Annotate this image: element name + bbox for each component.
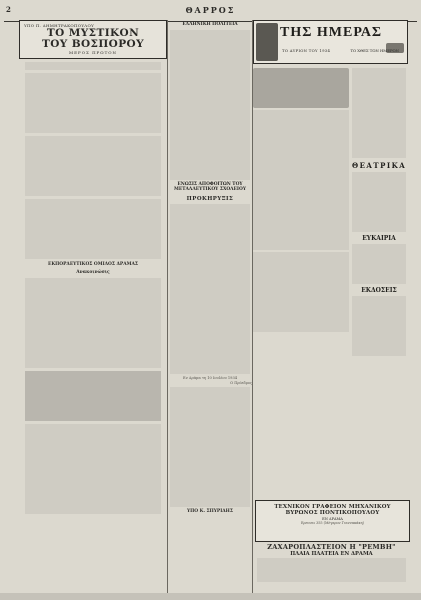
- text-block: [253, 252, 349, 332]
- tis-subtitle-left: ΤΟ ΑΥΡΙΟΝ ΤΟΥ 1934: [282, 48, 331, 53]
- column2-footer-name: ΥΠΟ Κ. ΣΠΥΡΙΔΗΣ: [187, 509, 233, 515]
- ink-smudge: [256, 23, 278, 61]
- signature: Ο Πρόεδρος: [230, 381, 252, 386]
- text-block: [352, 172, 406, 232]
- text-block: [25, 278, 161, 368]
- ad-line2: ΒΥΡΩΝΟΣ ΠΟΝΤΙΚΟΠΟΥΛΟΥ: [285, 510, 380, 516]
- novel-author: ΥΠΟ Π. ΔΗΜΗΤΡΑΚΟΠΟΥΛΟΥ: [24, 23, 95, 28]
- tis-columns: [253, 66, 408, 358]
- novel-subtitle: ΜΕΡΟΣ ΠΡΩΤΟΝ: [68, 50, 118, 55]
- section-heading: ΕΚΠΟΡΔΕΥΤΙΚΟΣ ΟΜΙΛΟΣ ΔΡΑΜΑΣ: [47, 262, 138, 267]
- novel-title-line1: ΤΟ ΜΥΣΤΙΚΟΝ: [46, 27, 140, 39]
- text-block: [352, 296, 406, 356]
- text-block: [170, 204, 250, 374]
- paper-name: ΘΑΡΡΟΣ: [185, 5, 236, 15]
- engineer-office-ad: [255, 500, 410, 542]
- column2-heading: ΕΛΛΗΝΙΚΗ ΠΟΛΙΤΕΙΑ: [182, 22, 238, 27]
- ad-line1: ΤΕΧΝΙΚΟΝ ΓΡΑΦΕΙΟΝ ΜΗΧΑΝΙΚΟΥ: [274, 504, 391, 510]
- association-heading: ΕΝΩΣΙΣ ΑΠΟΦΟΙΤΩΝ ΤΟΥ ΜΕΤΑΛΛΕΥΤΙΚΟΥ ΣΧΟΛΕΙΟΥ: [174, 181, 246, 192]
- text-block: [25, 199, 161, 259]
- blurred-block: [253, 68, 349, 108]
- text-block: [25, 371, 161, 421]
- tis-imeras-box: [253, 20, 408, 64]
- tis-subtitle-right: ΤΟ ΧΘΕΣ ΤΩΝ ΗΜΕΡΩΝ: [350, 48, 399, 53]
- confectionery-ad: [255, 543, 408, 593]
- section-subheading: Ανακοινώσις: [76, 269, 110, 275]
- column-2: [168, 20, 252, 594]
- novel-text: [19, 62, 167, 259]
- text-block: [170, 30, 250, 180]
- theatrika-heading: ΘΕΑΤΡΙΚΑ: [352, 161, 407, 170]
- column-1: [19, 20, 167, 594]
- text-block: [25, 62, 161, 70]
- text-block: [253, 110, 349, 250]
- confectionery-subtitle: ΠΛΑΙΑ ΠΛΑΤΕΙΑ ΕΝ ΔΡΑΜΑ: [290, 551, 373, 557]
- masthead: [0, 5, 421, 19]
- text-block: [170, 387, 250, 507]
- tis-left-col: [253, 66, 349, 358]
- text-block: [25, 424, 161, 514]
- serial-novel-header: [19, 20, 167, 59]
- ad-line4: Ερευναι 355 (Μέγαρον Γιαννακάκη): [301, 521, 364, 525]
- text-block: [25, 136, 161, 196]
- date-line: Εν Δράμα τη 10 Ιουλίου 1934: [182, 376, 238, 380]
- novel-title-line2: ΤΟΥ ΒΟΣΠΟΡΟΥ: [42, 38, 144, 50]
- text-block: [25, 73, 161, 133]
- ad-line3: ΕΝ ΔΡΑΜΑ: [322, 517, 343, 521]
- eykairia-heading: ΕΥΚΑΙΡΙΑ: [362, 235, 396, 242]
- tis-imeras-title: ΤΗΣ ΗΜΕΡΑΣ: [280, 25, 383, 40]
- tis-right-col: [352, 66, 406, 358]
- text-block: [257, 558, 406, 582]
- confectionery-title: ΖΑΧΑΡΟΠΛΑΣΤΕΙΟΝ Η "ΡΕΜΒΗ": [267, 543, 396, 551]
- page-number: 2: [6, 5, 11, 14]
- page-bottom-edge: [0, 593, 421, 600]
- text-block: [352, 68, 406, 158]
- text-block: [352, 244, 406, 284]
- proclamation-heading: ΠΡΟΚΗΡΥΞΙΣ: [186, 195, 234, 202]
- ekdoseis-heading: ΕΚΔΟΣΕΙΣ: [361, 287, 397, 294]
